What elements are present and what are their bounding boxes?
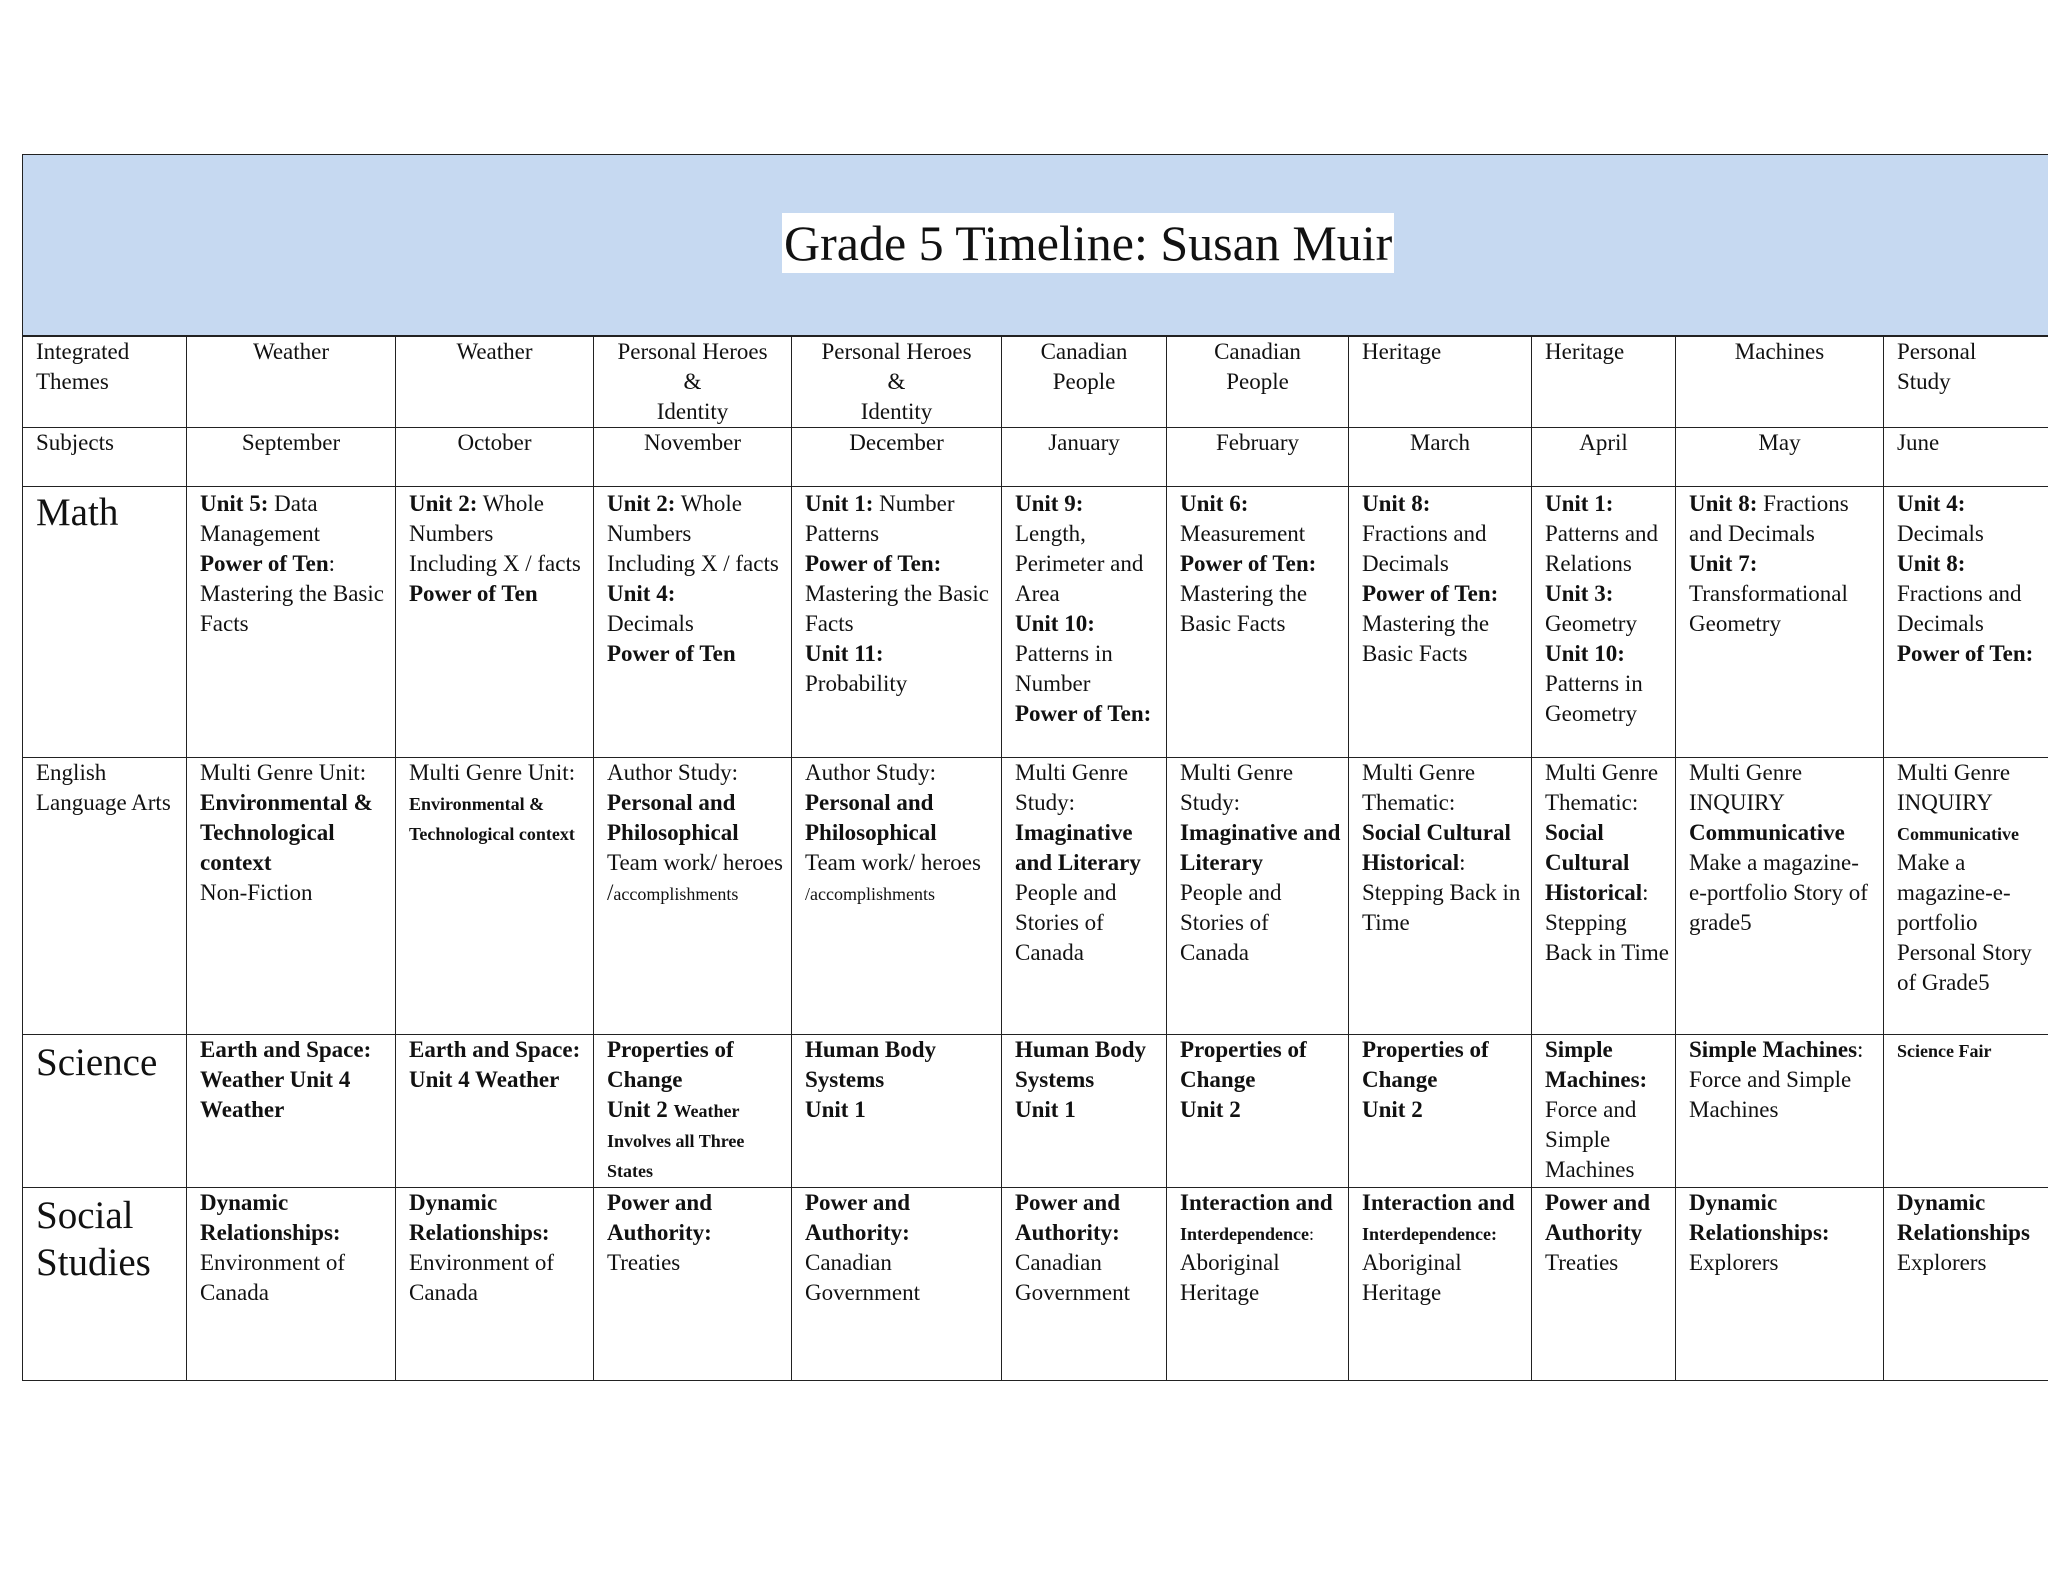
theme-cell bbox=[1532, 337, 1676, 428]
cell-heading-text: Environmental & Technological context bbox=[200, 790, 373, 875]
cell-heading-text: Power of Ten bbox=[409, 581, 538, 606]
cell-heading-text: Science Fair bbox=[1897, 1041, 1992, 1061]
cell-text: Multi Genre Unit: bbox=[409, 760, 576, 785]
social-studies-cell bbox=[594, 1188, 792, 1381]
math-cell bbox=[1532, 487, 1676, 758]
ela-cell bbox=[1167, 758, 1349, 1035]
social-studies-cell bbox=[1002, 1188, 1167, 1381]
cell-line: Weather bbox=[456, 339, 533, 364]
cell-text: Mastering the Basic Facts bbox=[1180, 581, 1308, 636]
theme-cell bbox=[396, 337, 594, 428]
cell-text: Author Study: bbox=[805, 760, 936, 785]
cell-heading-text: Weather Involves all Three States bbox=[607, 1101, 745, 1181]
math-cell bbox=[594, 487, 792, 758]
math-cell bbox=[187, 487, 396, 758]
cell-line: June bbox=[1897, 430, 1940, 455]
cell-text: Patterns and Relations bbox=[1545, 521, 1659, 576]
cell-line: Heritage bbox=[1545, 339, 1625, 364]
cell-heading-text: Communicative bbox=[1689, 820, 1845, 845]
cell-heading-text: Properties of Change bbox=[1180, 1037, 1307, 1092]
cell-line: Identity bbox=[656, 399, 729, 424]
cell-heading-text: Power of Ten: bbox=[1897, 641, 2034, 666]
cell-heading-text: Imaginative and Literary bbox=[1180, 820, 1341, 875]
cell-line: February bbox=[1215, 430, 1300, 455]
cell-heading-text: Interdependence bbox=[1180, 1224, 1309, 1244]
science-cell bbox=[1167, 1035, 1349, 1188]
cell-heading-text: Power of Ten bbox=[607, 641, 736, 666]
timeline-document bbox=[22, 154, 2048, 1381]
cell-text: Treaties bbox=[1545, 1250, 1619, 1275]
cell-heading-text: Unit 2 bbox=[1362, 1097, 1423, 1122]
cell-heading-text: Dynamic Relationships: bbox=[1689, 1190, 1830, 1245]
cell-text: Patterns in Number bbox=[1015, 641, 1113, 696]
row-label-math: Math bbox=[23, 487, 187, 758]
cell-line: May bbox=[1758, 430, 1801, 455]
cell-text: Environment of Canada bbox=[200, 1250, 345, 1305]
cell-text: Author Study: bbox=[607, 760, 738, 785]
cell-line: Identity bbox=[860, 399, 933, 424]
cell-heading-text: Unit 1: bbox=[1545, 491, 1614, 516]
cell-text: Make a magazine- e-portfolio Story of grade5 bbox=[1689, 850, 1868, 935]
cell-heading-text: Unit 2: bbox=[409, 491, 478, 516]
month-header bbox=[1167, 428, 1349, 487]
cell-text: Fractions and Decimals bbox=[1689, 491, 1849, 546]
cell-heading-text: Earth and Space: Unit 4 Weather bbox=[409, 1037, 581, 1092]
cell-text: Fractions and Decimals bbox=[1897, 581, 2022, 636]
cell-heading-text: Power of Ten: bbox=[1180, 551, 1317, 576]
month-header bbox=[1002, 428, 1167, 487]
cell-text: Non-Fiction bbox=[200, 880, 313, 905]
science-cell bbox=[1676, 1035, 1884, 1188]
cell-line: Weather bbox=[252, 339, 330, 364]
cell-heading-text: Unit 3: bbox=[1545, 581, 1614, 606]
cell-heading-text: Earth and Space: Weather Unit 4 Weather bbox=[200, 1037, 372, 1122]
cell-line: October bbox=[457, 430, 532, 455]
science-cell bbox=[594, 1035, 792, 1188]
science-row bbox=[23, 1035, 2048, 1188]
science-cell bbox=[792, 1035, 1002, 1188]
cell-text: People and Stories of Canada bbox=[1180, 880, 1282, 965]
social-label-line: Social bbox=[36, 1194, 134, 1237]
social-studies-cell bbox=[1884, 1188, 2048, 1381]
cell-text: Team work/ heroes bbox=[607, 850, 783, 875]
cell-line: April bbox=[1579, 430, 1628, 455]
math-cell bbox=[1676, 487, 1884, 758]
cell-heading-text: Power and Authority: bbox=[1015, 1190, 1120, 1245]
row-label-social-studies bbox=[23, 1188, 187, 1381]
science-cell bbox=[1884, 1035, 2048, 1188]
math-cell bbox=[1884, 487, 2048, 758]
social-studies-cell bbox=[1167, 1188, 1349, 1381]
cell-text: Patterns in Geometry bbox=[1545, 671, 1643, 726]
cell-heading-text: Dynamic Relationships bbox=[1897, 1190, 2030, 1245]
cell-text: accomplishments bbox=[613, 884, 739, 904]
cell-text: Environment of Canada bbox=[409, 1250, 554, 1305]
cell-text: Length, Perimeter and Area bbox=[1015, 521, 1144, 606]
cell-text: Probability bbox=[805, 671, 908, 696]
cell-text: Whole Numbers Including X / facts bbox=[607, 491, 779, 576]
title-band bbox=[22, 154, 2048, 336]
cell-heading-text: Interaction and bbox=[1362, 1190, 1515, 1215]
cell-heading-text: Properties of Change bbox=[1362, 1037, 1489, 1092]
cell-heading-text: Power and Authority: bbox=[805, 1190, 910, 1245]
cell-heading-text: Human Body Systems bbox=[805, 1037, 937, 1092]
cell-heading-text: Unit 9: bbox=[1015, 491, 1084, 516]
cell-line: Canadian bbox=[1040, 339, 1128, 364]
row-label-ela: English Language Arts bbox=[23, 758, 187, 1035]
month-header bbox=[396, 428, 594, 487]
social-studies-cell bbox=[792, 1188, 1002, 1381]
cell-heading-text: Unit 8: bbox=[1897, 551, 1966, 576]
cell-text: Multi Genre Study: bbox=[1015, 760, 1129, 815]
row-label-subjects: Subjects bbox=[23, 428, 187, 487]
cell-heading-text: Simple Machines: bbox=[1545, 1037, 1648, 1092]
math-cell bbox=[396, 487, 594, 758]
math-cell bbox=[1349, 487, 1532, 758]
cell-text: Multi Genre Thematic: bbox=[1545, 760, 1659, 815]
cell-line: People bbox=[1052, 369, 1116, 394]
themes-label-line: Themes bbox=[36, 369, 109, 394]
cell-text: Mastering the Basic Facts bbox=[1362, 611, 1490, 666]
cell-line: September bbox=[241, 430, 341, 455]
cell-heading-text: Environmental & Technological context bbox=[409, 794, 575, 844]
ela-cell bbox=[1884, 758, 2048, 1035]
theme-cell bbox=[594, 337, 792, 428]
cell-text: Canadian Government bbox=[1015, 1250, 1130, 1305]
social-studies-cell bbox=[1676, 1188, 1884, 1381]
cell-text: Number Patterns bbox=[805, 491, 955, 546]
cell-heading-text: Power of Ten: bbox=[1015, 701, 1152, 726]
cell-line: & bbox=[683, 369, 702, 394]
cell-line: Heritage bbox=[1362, 339, 1442, 364]
social-studies-row bbox=[23, 1188, 2048, 1381]
cell-heading-text: Power of Ten: bbox=[1362, 581, 1499, 606]
cell-heading-text: Social Cultural Historical bbox=[1362, 820, 1511, 875]
month-header bbox=[187, 428, 396, 487]
theme-cell bbox=[1167, 337, 1349, 428]
social-studies-cell bbox=[396, 1188, 594, 1381]
cell-heading-text: Unit 1 bbox=[805, 1097, 866, 1122]
cell-heading-text: Unit 8: bbox=[1362, 491, 1431, 516]
cell-text: / bbox=[607, 880, 614, 905]
row-label-themes bbox=[23, 337, 187, 428]
themes-row bbox=[23, 337, 2048, 428]
cell-line: December bbox=[849, 430, 944, 455]
cell-text: Decimals bbox=[1897, 521, 1984, 546]
cell-text: Multi Genre INQUIRY bbox=[1897, 760, 2011, 815]
cell-text: Measurement bbox=[1180, 521, 1306, 546]
cell-text: Treaties bbox=[607, 1250, 681, 1275]
ela-cell bbox=[594, 758, 792, 1035]
themes-label-line: Integrated bbox=[36, 339, 130, 364]
cell-text: Aboriginal Heritage bbox=[1180, 1250, 1280, 1305]
month-header bbox=[1884, 428, 2048, 487]
cell-heading-text: Unit 6: bbox=[1180, 491, 1249, 516]
cell-heading-text: Interdependence: bbox=[1362, 1224, 1497, 1244]
cell-heading-text: Personal and Philosophical bbox=[607, 790, 739, 845]
ela-cell bbox=[1002, 758, 1167, 1035]
cell-text: Decimals bbox=[607, 611, 694, 636]
cell-heading-text: Unit 5: bbox=[200, 491, 269, 516]
science-cell bbox=[1532, 1035, 1676, 1188]
cell-text: Whole Numbers Including X / facts bbox=[409, 491, 581, 576]
cell-text: Explorers bbox=[1689, 1250, 1779, 1275]
cell-heading-text: Unit 8: bbox=[1689, 491, 1758, 516]
cell-text: Multi Genre INQUIRY bbox=[1689, 760, 1803, 815]
cell-text: Transformational Geometry bbox=[1689, 581, 1848, 636]
months-row bbox=[23, 428, 2048, 487]
ela-cell bbox=[396, 758, 594, 1035]
cell-heading-text: Unit 10: bbox=[1545, 641, 1625, 666]
cell-text: Explorers bbox=[1897, 1250, 1987, 1275]
theme-cell bbox=[1002, 337, 1167, 428]
math-cell bbox=[792, 487, 1002, 758]
cell-heading-text: Social Cultural Historical bbox=[1545, 820, 1643, 905]
theme-cell bbox=[187, 337, 396, 428]
cell-heading-text: Simple Machines bbox=[1689, 1037, 1858, 1062]
cell-heading-text: Unit 4: bbox=[607, 581, 676, 606]
cell-heading-text: Unit 7: bbox=[1689, 551, 1758, 576]
theme-cell bbox=[1884, 337, 2048, 428]
cell-heading-text: Power and Authority bbox=[1545, 1190, 1650, 1245]
cell-line: January bbox=[1048, 430, 1120, 455]
cell-line: Machines bbox=[1734, 339, 1825, 364]
ela-cell bbox=[187, 758, 396, 1035]
cell-heading-text: Personal and Philosophical bbox=[805, 790, 937, 845]
cell-heading-text: Unit 4: bbox=[1897, 491, 1966, 516]
social-studies-cell bbox=[187, 1188, 396, 1381]
cell-heading-text: Unit 11: bbox=[805, 641, 884, 666]
cell-text: : Mastering the Basic Facts bbox=[200, 551, 384, 636]
cell-heading-text: Power of Ten bbox=[200, 551, 329, 576]
cell-text: Make a magazine-e-portfolio Personal Story of Grade5 bbox=[1897, 850, 2032, 995]
cell-text: Canadian Government bbox=[805, 1250, 920, 1305]
social-studies-cell bbox=[1532, 1188, 1676, 1381]
science-cell bbox=[1002, 1035, 1167, 1188]
cell-heading-text: Power and Authority: bbox=[607, 1190, 712, 1245]
cell-line: Canadian bbox=[1214, 339, 1301, 364]
cell-heading-text: Unit 2 bbox=[1180, 1097, 1241, 1122]
science-cell bbox=[396, 1035, 594, 1188]
cell-text: Aboriginal Heritage bbox=[1362, 1250, 1462, 1305]
math-cell bbox=[1167, 487, 1349, 758]
cell-text: Force and Simple Machines bbox=[1545, 1097, 1637, 1182]
ela-row bbox=[23, 758, 2048, 1035]
math-cell bbox=[1002, 487, 1167, 758]
social-label-line: Studies bbox=[36, 1241, 151, 1284]
cell-heading-text: Dynamic Relationships: bbox=[409, 1190, 550, 1245]
cell-heading-text: Power of Ten: bbox=[805, 551, 942, 576]
cell-text: : Stepping Back in Time bbox=[1362, 850, 1521, 935]
cell-line: Personal Heroes bbox=[617, 339, 768, 364]
science-cell bbox=[187, 1035, 396, 1188]
cell-line: Personal Heroes bbox=[821, 339, 972, 364]
ela-cell bbox=[792, 758, 1002, 1035]
cell-heading-text: Unit 2 bbox=[607, 1097, 674, 1122]
cell-heading-text: Interaction and bbox=[1180, 1190, 1333, 1215]
page-title: Grade 5 Timeline: Susan Muir bbox=[784, 215, 1393, 271]
cell-text: : bbox=[1309, 1224, 1315, 1244]
math-row bbox=[23, 487, 2048, 758]
cell-text: Multi Genre Thematic: bbox=[1362, 760, 1476, 815]
cell-text: : Force and Simple Machines bbox=[1689, 1037, 1864, 1122]
ela-cell bbox=[1676, 758, 1884, 1035]
cell-heading-text: Unit 10: bbox=[1015, 611, 1095, 636]
ela-cell bbox=[1532, 758, 1676, 1035]
month-header bbox=[1532, 428, 1676, 487]
cell-text: /accomplishments bbox=[805, 884, 935, 904]
cell-heading-text: Unit 2: bbox=[607, 491, 676, 516]
cell-text: People and Stories of Canada bbox=[1015, 880, 1117, 965]
cell-text: Multi Genre Study: bbox=[1180, 760, 1294, 815]
science-cell bbox=[1349, 1035, 1532, 1188]
row-label-science: Science bbox=[23, 1035, 187, 1188]
cell-text: : Stepping Back in Time bbox=[1545, 880, 1669, 965]
cell-line: March bbox=[1409, 430, 1471, 455]
cell-heading-text: Unit 1 bbox=[1015, 1097, 1076, 1122]
social-studies-cell bbox=[1349, 1188, 1532, 1381]
cell-heading-text: Communicative bbox=[1897, 824, 2019, 844]
month-header bbox=[1676, 428, 1884, 487]
cell-heading-text: Unit 1: bbox=[805, 491, 874, 516]
cell-heading-text: Human Body Systems bbox=[1015, 1037, 1147, 1092]
cell-line: Personal bbox=[1897, 339, 1977, 364]
month-header bbox=[792, 428, 1002, 487]
cell-line: People bbox=[1226, 369, 1289, 394]
theme-cell bbox=[792, 337, 1002, 428]
month-header bbox=[1349, 428, 1532, 487]
month-header bbox=[594, 428, 792, 487]
cell-text: Team work/ heroes bbox=[805, 850, 981, 875]
cell-line: Study bbox=[1897, 369, 1951, 394]
cell-line: & bbox=[887, 369, 906, 394]
cell-line: November bbox=[643, 430, 742, 455]
cell-text: Geometry bbox=[1545, 611, 1637, 636]
cell-text: Data Management bbox=[200, 491, 321, 546]
cell-heading-text: Properties of Change bbox=[607, 1037, 734, 1092]
ela-cell bbox=[1349, 758, 1532, 1035]
theme-cell bbox=[1349, 337, 1532, 428]
cell-text: Mastering the Basic Facts bbox=[805, 581, 989, 636]
cell-text: Fractions and Decimals bbox=[1362, 521, 1487, 576]
timeline-table bbox=[22, 336, 2048, 1381]
cell-heading-text: Dynamic Relationships: bbox=[200, 1190, 341, 1245]
cell-text: Multi Genre Unit: bbox=[200, 760, 367, 785]
theme-cell bbox=[1676, 337, 1884, 428]
cell-heading-text: Imaginative and Literary bbox=[1015, 820, 1141, 875]
